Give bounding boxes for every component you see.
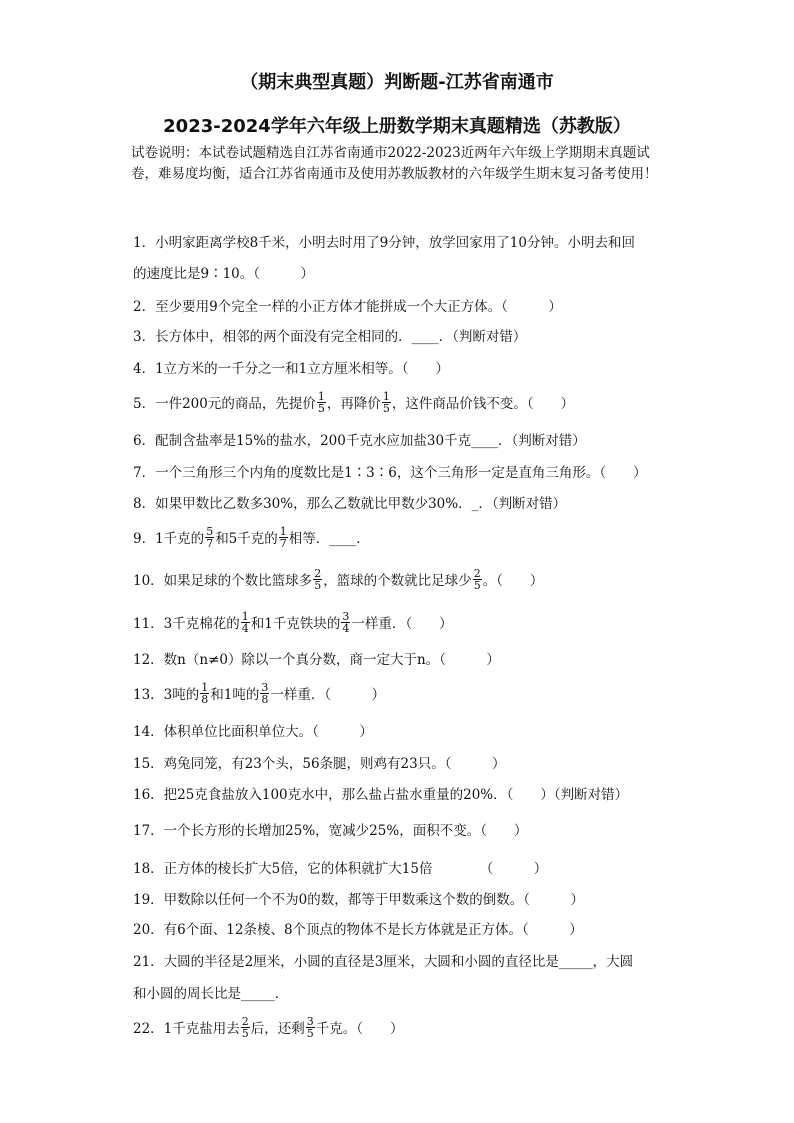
denominator: 5 — [314, 578, 322, 592]
numerator: 5 — [206, 524, 214, 538]
numerator: 1 — [317, 389, 325, 403]
q11-text-a: 11．3千克棉花的 — [133, 616, 240, 632]
page-title: （期末典型真题）判断题-江苏省南通市 — [240, 72, 554, 93]
numerator: 2 — [314, 566, 322, 580]
q9-text-a: 9．1千克的 — [133, 531, 205, 547]
question-8: 8．如果甲数比乙数多30%，那么乙数就比甲数少30%．_．（判断对错） — [133, 496, 567, 512]
fraction — [200, 682, 209, 705]
q5-text-c: ，这件商品价钱不变。（ ） — [391, 396, 575, 412]
fraction — [241, 611, 250, 634]
fraction — [382, 391, 391, 414]
numerator: 1 — [201, 680, 209, 694]
numerator: 3 — [306, 1014, 314, 1028]
denominator: 7 — [279, 536, 287, 550]
question-19: 19．甲数除以任何一个不为0的数，都等于甲数乘这个数的倒数。（ ） — [133, 892, 585, 908]
q10-text-a: 10．如果足球的个数比篮球多 — [133, 573, 313, 589]
question-1-cont: 的速度比是9∶10。（ ） — [133, 266, 315, 282]
fraction — [205, 526, 214, 549]
denominator: 5 — [473, 578, 481, 592]
q13-text-b: 和1吨的 — [210, 687, 260, 703]
question-15: 15．鸡兔同笼，有23个头，56条腿，则鸡有23只。（ ） — [133, 756, 506, 772]
fraction — [306, 1016, 315, 1039]
q22-text-b: 后，还剩 — [250, 1021, 305, 1037]
question-11 — [133, 609, 453, 635]
question-18: 18．正方体的棱长扩大5倍，它的体积就扩大15倍 （ ） — [133, 861, 548, 877]
question-22 — [133, 1014, 404, 1040]
q13-text-c: 一样重．（ ） — [270, 687, 386, 703]
page-subtitle: 2023-2024学年六年级上册数学期末真题精选（苏教版） — [163, 116, 631, 137]
denominator: 8 — [201, 692, 209, 706]
q11-text-b: 和1千克铁块的 — [250, 616, 341, 632]
denominator: 5 — [382, 401, 390, 415]
q5-text-a: 5．一件200元的商品，先提价 — [133, 396, 316, 412]
denominator: 4 — [342, 621, 350, 635]
question-1: 1．小明家距离学校8千米，小明去时用了9分钟，放学回家用了10分钟。小明去和回 — [133, 235, 635, 251]
question-16: 16．把25克食盐放入100克水中，那么盐占盐水重量的20%．（ ）（判断对错） — [133, 787, 629, 803]
question-2: 2．至少要用9个完全一样的小正方体才能拼成一个大正方体。（ ） — [133, 299, 562, 315]
denominator: 4 — [241, 621, 249, 635]
question-10 — [133, 566, 543, 592]
q22-text-c: 千克。（ ） — [315, 1021, 404, 1037]
question-6: 6．配制含盐率是15%的盐水，200千克水应加盐30千克____．（判断对错） — [133, 433, 586, 449]
question-3: 3．长方体中，相邻的两个面没有完全相同的．____．（判断对错） — [133, 329, 527, 345]
numerator: 1 — [382, 389, 390, 403]
numerator: 1 — [241, 609, 249, 623]
fraction — [341, 611, 350, 634]
denominator: 8 — [261, 692, 269, 706]
denominator: 5 — [317, 401, 325, 415]
q9-text-b: 和5千克的 — [215, 531, 278, 547]
numerator: 3 — [261, 680, 269, 694]
question-17: 17．一个长方形的长增加25%，宽减少25%，面积不变。（ ） — [133, 823, 528, 839]
fraction — [313, 568, 322, 591]
q22-text-a: 22．1千克盐用去 — [133, 1021, 240, 1037]
question-20: 20．有6个面、12条棱、8个顶点的物体不是长方体就是正方体。（ ） — [133, 922, 583, 938]
question-14: 14．体积单位比面积单位大。（ ） — [133, 724, 373, 740]
fraction — [279, 526, 288, 549]
denominator: 5 — [241, 1026, 249, 1040]
q10-text-b: ，篮球的个数就比足球少 — [323, 573, 472, 589]
fraction — [473, 568, 482, 591]
numerator: 2 — [241, 1014, 249, 1028]
fraction — [260, 682, 269, 705]
question-9 — [133, 524, 370, 550]
question-7: 7．一个三角形三个内角的度数比是1∶3∶6，这个三角形一定是直角三角形。（ ） — [133, 465, 647, 481]
exam-intro-line: 试卷说明：本试卷试题精选自江苏省南通市2022-2023近两年六年级上学期期末真题试 — [131, 145, 650, 161]
question-13 — [133, 680, 385, 706]
fraction — [317, 391, 326, 414]
denominator: 7 — [206, 536, 214, 550]
q9-text-c: 相等．____． — [288, 531, 370, 547]
question-21: 21．大圆的半径是2厘米，小圆的直径是3厘米，大圆和小圆的直径比是_____，大圆 — [133, 954, 634, 970]
denominator: 5 — [306, 1026, 314, 1040]
fraction — [241, 1016, 250, 1039]
numerator: 3 — [342, 609, 350, 623]
q13-text-a: 13．3吨的 — [133, 687, 200, 703]
q10-text-c: 。（ ） — [482, 573, 544, 589]
numerator: 2 — [473, 566, 481, 580]
numerator: 1 — [279, 524, 287, 538]
question-21-cont: 和小圆的周长比是_____． — [133, 986, 289, 1002]
q11-text-c: 一样重．（ ） — [351, 616, 453, 632]
q5-text-b: ，再降价 — [326, 396, 381, 412]
question-5 — [133, 389, 574, 415]
question-4: 4．1立方米的一千分之一和1立方厘米相等。（ ） — [133, 361, 450, 377]
question-12: 12．数n（n≠0）除以一个真分数，商一定大于n。（ ） — [133, 652, 500, 668]
exam-intro-line: 卷，难易度均衡，适合江苏省南通市及使用苏教版教材的六年级学生期末复习备考使用！ — [131, 166, 658, 182]
